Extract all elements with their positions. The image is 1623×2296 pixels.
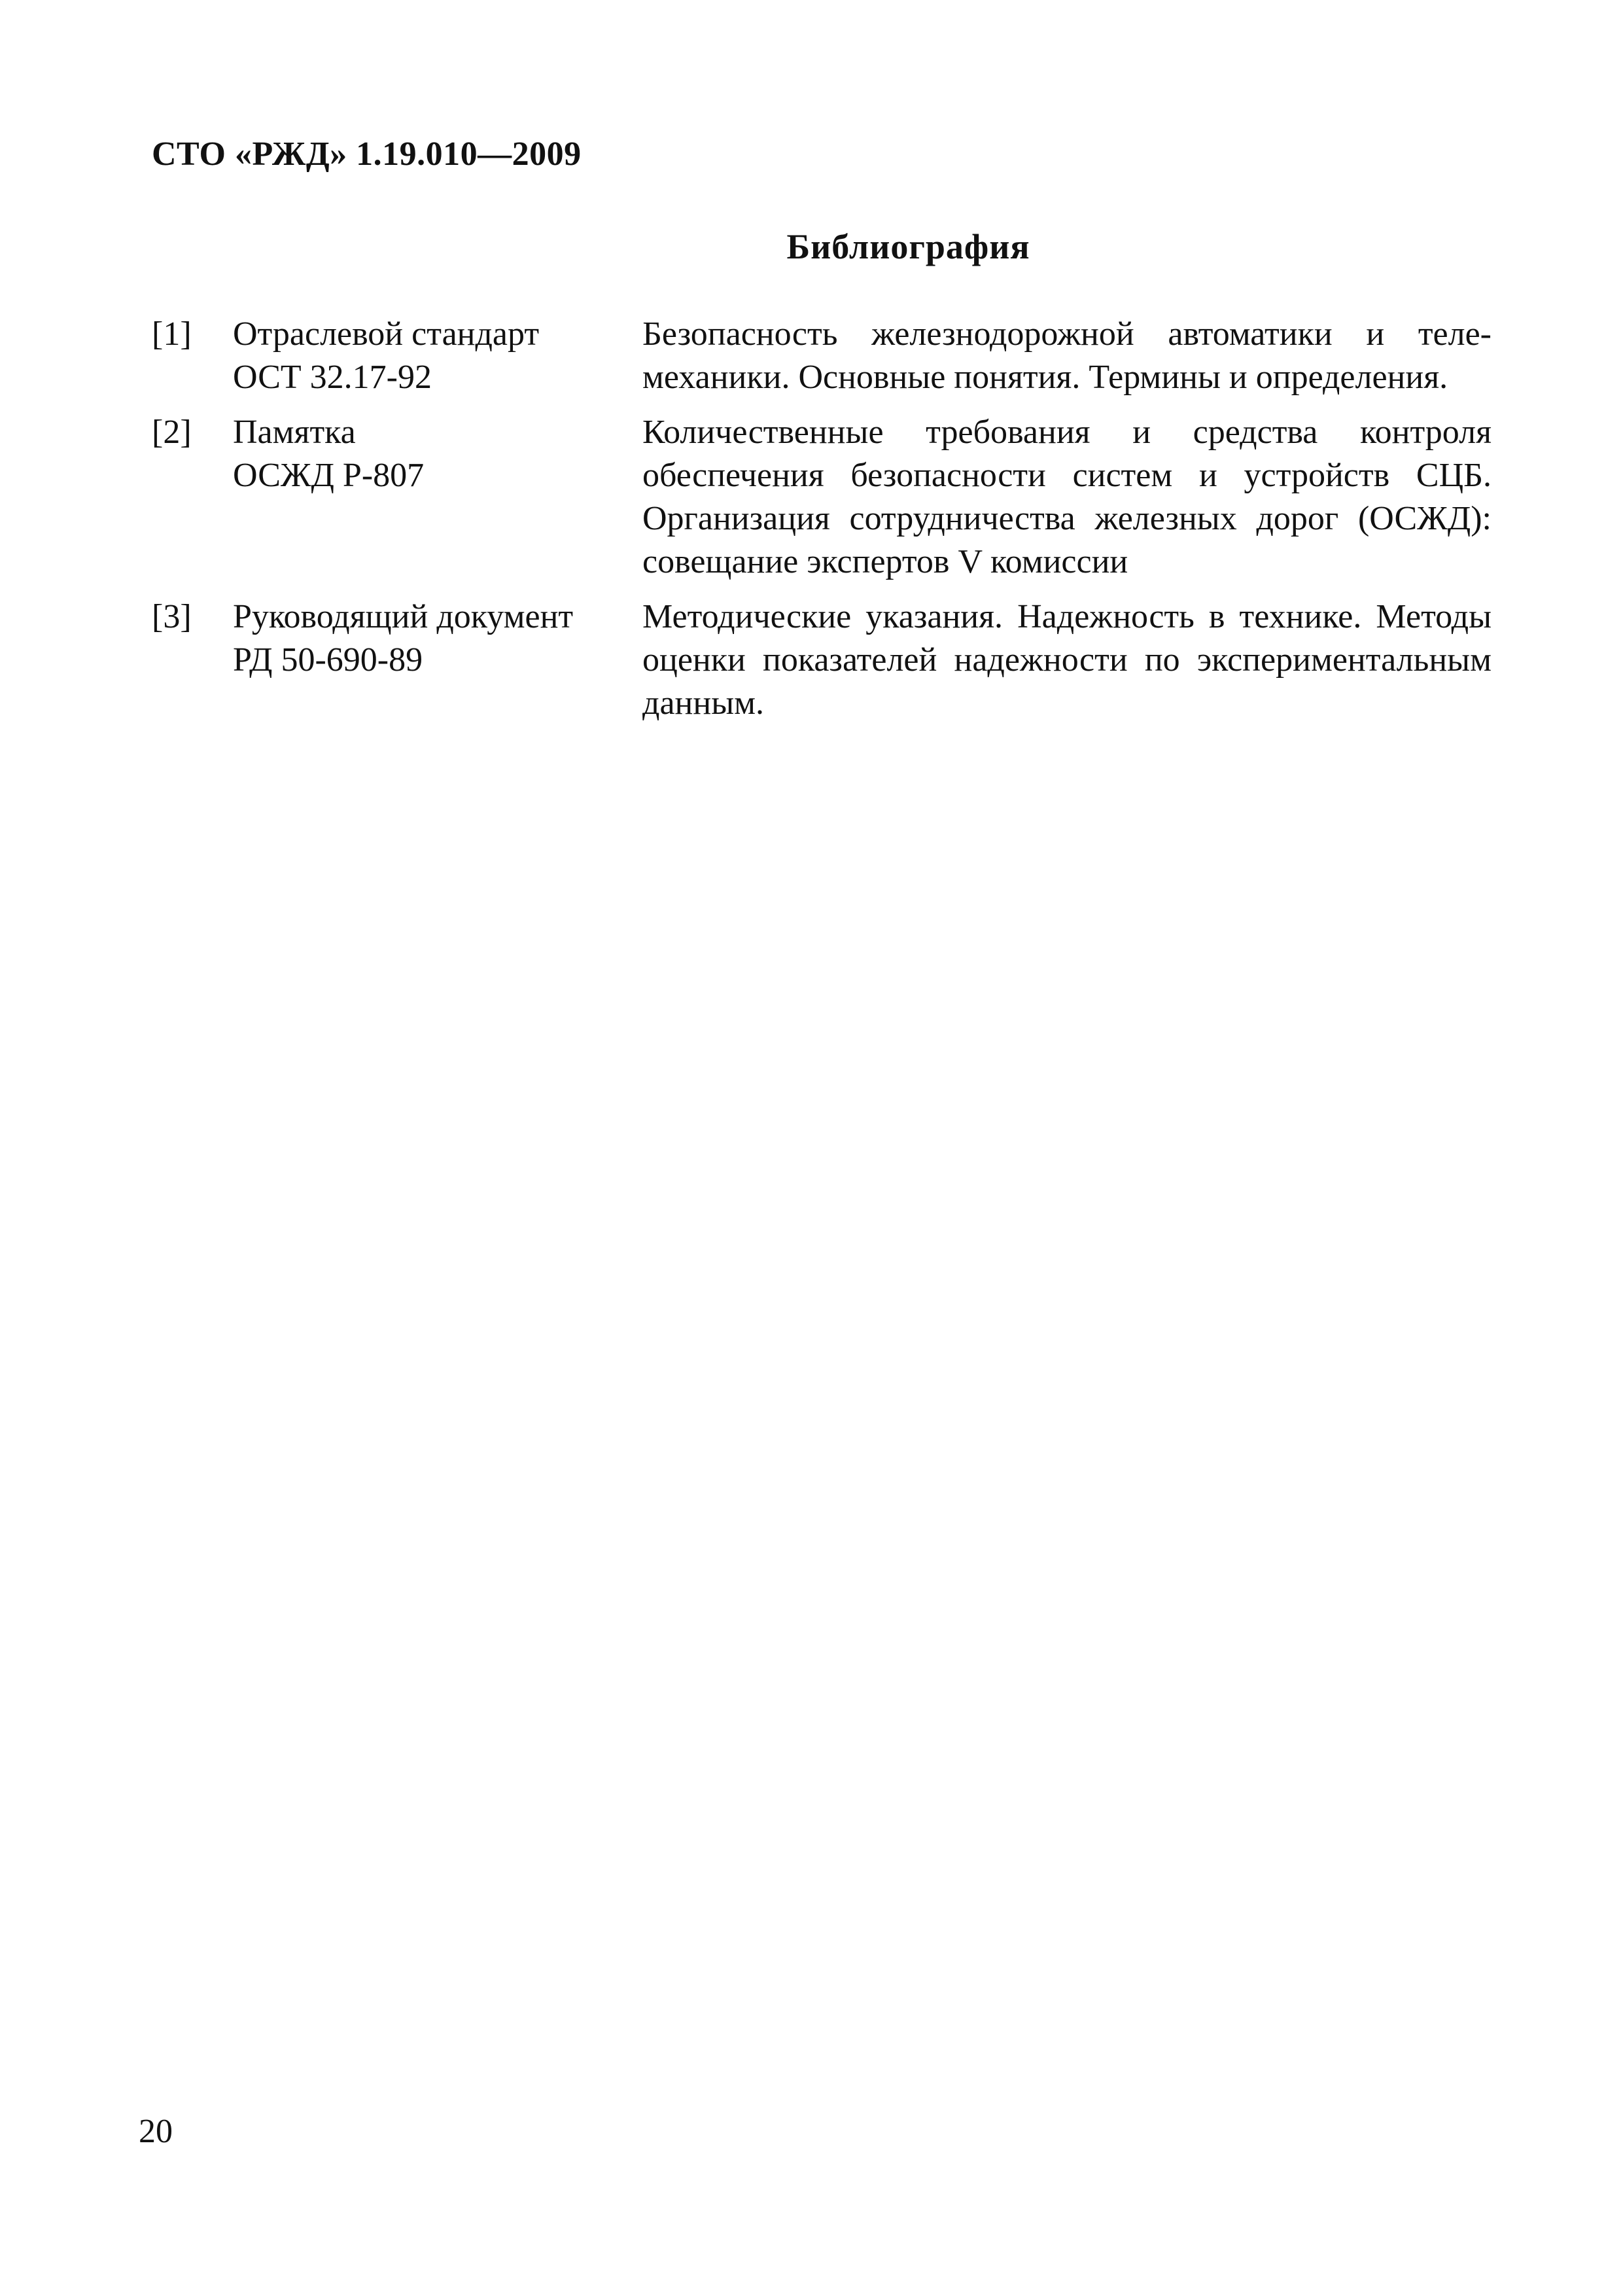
page-number: 20	[139, 2113, 173, 2150]
entry-description: Безопасность железнодорожной автоматики и телемеханики. Основные понятия. Термины и определения.	[642, 315, 1492, 396]
entry-description: Методические указания. Надежность в технике. Методы оценки показателей надежности по экспериментальным данным.	[642, 598, 1492, 722]
entry-document-type: Памятка	[233, 414, 356, 451]
bibliography-list	[152, 313, 1492, 737]
entry-number: [3]	[152, 598, 192, 635]
bibliography-entry-2	[152, 411, 1492, 584]
entry-document-code: ОСТ 32.17-92	[233, 359, 432, 396]
entry-number: [1]	[152, 315, 192, 353]
entry-document-type: Отраслевой стандарт	[233, 315, 540, 353]
bibliography-entry-1	[152, 313, 1492, 399]
entry-document-reference	[233, 411, 642, 497]
entry-document-reference	[233, 595, 642, 682]
entry-document-code: РД 50-690-89	[233, 641, 423, 679]
entry-document-type: Руководящий документ	[233, 598, 574, 635]
entry-description: Количественные требования и средства контроля обеспечения безопасности систем и устройств СЦБ. Организация сотрудничества железных дорог (ОСЖД): совещание экспертов V комиссии	[642, 414, 1492, 580]
entry-number: [2]	[152, 414, 192, 451]
bibliography-entry-3	[152, 595, 1492, 725]
entry-document-code: ОСЖД Р-807	[233, 457, 425, 494]
entry-document-reference	[233, 313, 642, 399]
bibliography-title: Библиография	[786, 227, 1030, 266]
document-code-header: СТО «РЖД» 1.19.010—2009	[152, 135, 582, 173]
